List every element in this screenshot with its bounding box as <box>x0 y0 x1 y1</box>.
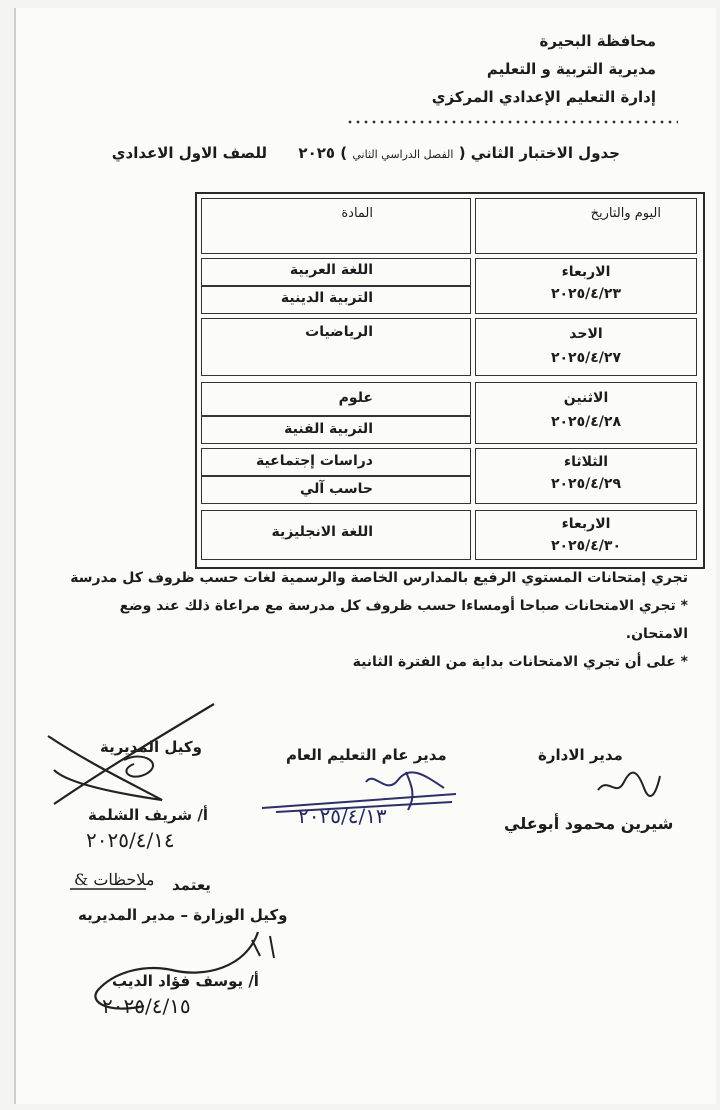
ministry-title: وكيل الوزارة – مدير المديريه <box>78 906 288 924</box>
document-page <box>14 8 716 1104</box>
subject-math: الرياضيات <box>305 324 373 340</box>
deputy-name: أ/ شريف الشلمة <box>88 806 208 824</box>
subject-art: التربية الفنية <box>284 421 373 437</box>
ministry-date: ٢٠٢٥/٤/١٥ <box>102 994 191 1018</box>
date-label: ٢٠٢٥/٤/٢٩ <box>550 476 622 492</box>
title-main: جدول الاختبار الثاني ( <box>458 144 620 162</box>
note-level: تجري إمتحانات المستوي الرفيع بالمدارس الخاصة والرسمية لغات حسب ظروف كل مدرسة <box>70 570 688 586</box>
exam-schedule-table <box>195 192 705 569</box>
admin-name: شيرين محمود أبوعلي <box>504 814 674 833</box>
deputy-date: ٢٠٢٥/٤/١٤ <box>86 828 175 852</box>
deputy-title: وكيل المديرية <box>100 738 202 756</box>
subject-religion: التربية الدينية <box>280 290 373 306</box>
gm-date: ٢٠٢٥/٤/١٣ <box>298 804 387 828</box>
note-timing-cont: الامتحان. <box>625 626 688 642</box>
date-label: ٢٠٢٥/٤/٢٨ <box>550 414 622 430</box>
day-label: الثلاثاء <box>563 454 609 470</box>
header-subject: المادة <box>341 206 373 221</box>
date-label: ٢٠٢٥/٤/٢٣ <box>550 286 622 302</box>
day-label: الاحد <box>569 326 603 342</box>
day-label: الاربعاء <box>561 264 611 280</box>
gm-title: مدير عام التعليم العام <box>286 746 447 764</box>
admin-signature <box>594 768 664 802</box>
title-year: ) ٢٠٢٥ <box>298 144 348 162</box>
title-term: الفصل الدراسي الثاني <box>352 148 454 161</box>
header-subject-cell <box>201 198 471 254</box>
directorate-name: مديرية التربية و التعليم <box>486 60 656 78</box>
day-label: الاربعاء <box>561 516 611 532</box>
subject-social-studies: دراسات إجتماعية <box>255 453 373 469</box>
subject-english: اللغة الانجليزية <box>271 524 373 540</box>
subject-computer: حاسب آلي <box>299 481 373 497</box>
header-divider <box>346 120 678 124</box>
ministry-name: أ/ يوسف فؤاد الديب <box>112 972 259 990</box>
date-label: ٢٠٢٥/٤/٣٠ <box>550 538 622 554</box>
table-row <box>201 382 471 416</box>
note-period: * على أن تجري الامتحانات بداية من الفترة الثانية <box>352 654 688 670</box>
title-grade: للصف الاول الاعدادي <box>111 144 268 162</box>
approve-note: & ملاحظات <box>74 870 155 889</box>
date-label: ٢٠٢٥/٤/٢٧ <box>550 350 622 366</box>
day-label: الاثنين <box>563 390 609 406</box>
subject-arabic: اللغة العربية <box>289 262 373 278</box>
header-day-cell <box>475 198 697 254</box>
header-day: اليوم والتاريخ <box>590 206 661 221</box>
governorate-name: محافظة البحيرة <box>539 32 656 50</box>
page-title <box>112 144 620 162</box>
approve-underline <box>68 886 148 892</box>
subject-science: علوم <box>338 390 373 406</box>
note-timing: * تجري الامتحانات صباحا أومساءا حسب ظروف كل مدرسة مع مراعاة ذلك عند وضع <box>119 598 688 614</box>
approve-label: يعتمد <box>172 876 211 894</box>
deputy-signature <box>34 700 224 812</box>
administration-name: إدارة التعليم الإعدادي المركزي <box>431 88 656 106</box>
admin-title: مدير الادارة <box>538 746 623 764</box>
